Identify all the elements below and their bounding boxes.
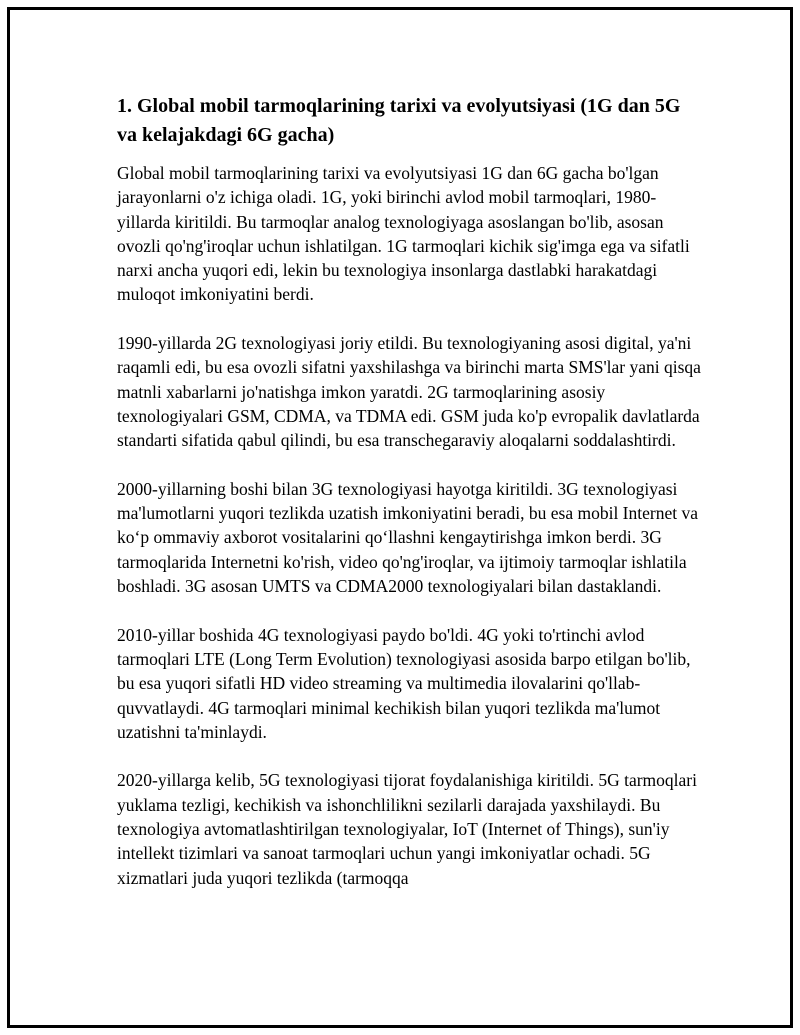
- document-body: [117, 92, 702, 914]
- document-page: [7, 7, 793, 1028]
- paragraph-3g: 2000-yillarning boshi bilan 3G texnologiyasi hayotga kiritildi. 3G texnologiyasi ma'lumotlarni yuqori tezlikda uzatish imkoniyatini beradi, bu esa mobil Internet va ko‘p ommaviy axborot vositalarini qo‘llashni kengaytirishga imkon berdi. 3G tarmoqlarida Internetni ko'rish, video qo'ng'iroqlar, va ijtimoiy tarmoqlar ishlatila boshladi. 3G asosan UMTS va CDMA2000 texnologiyalari bilan dastaklandi.: [117, 478, 698, 597]
- paragraph-1g: Global mobil tarmoqlarining tarixi va evolyutsiyasi 1G dan 6G gacha bo'lgan jarayonlarni o'z ichiga oladi. 1G, yoki birinchi avlod mobil tarmoqlari, 1980-yillarda kiritildi. Bu tarmoqlar analog texnologiyaga asoslangan bo'lib, asosan ovozli qo'ng'iroqlar uchun ishlatilgan. 1G tarmoqlari kichik sig'imga ega va sifatli narxi ancha yuqori edi, lekin bu texnologiya insonlarga dastlabki harakatdagi muloqot imkoniyatini berdi.: [117, 163, 690, 305]
- paragraph-4g: 2010-yillar boshida 4G texnologiyasi paydo bo'ldi. 4G yoki to'rtinchi avlod tarmoqlari LTE (Long Term Evolution) texnologiyasi asosida barpo etilgan bo'lib, bu esa yuqori sifatli HD video streaming va multimedia ilovalarini qo'llab-quvvatlaydi. 4G tarmoqlari minimal kechikish bilan yuqori tezlikda ma'lumot uzatishni ta'minlaydi.: [117, 624, 691, 742]
- paragraph-5g: 2020-yillarga kelib, 5G texnologiyasi tijorat foydalanishiga kiritildi. 5G tarmoqlari yuklama tezligi, kechikish va ishonchlilikni sezilarli darajada yaxshilaydi. Bu texnologiya avtomatlashtirilgan texnologiyalar, IoT (Internet of Things), sun'iy intellekt tizimlari va sanoat tarmoqlari uchun yangi imkoniyatlar ochadi. 5G xizmatlari juda yuqori tezlikda (tarmoqqa: [117, 770, 697, 888]
- paragraph-2g: 1990-yillarda 2G texnologiyasi joriy etildi. Bu texnologiyaning asosi digital, ya'ni raqamli edi, bu esa ovozli sifatni yaxshilashga va birinchi marta SMS'lar yani qisqa matnli xabarlarni jo'natishga imkon yaratdi. 2G tarmoqlarining asosiy texnologiyalari GSM, CDMA, va TDMA edi. GSM juda ko'p evropalik davlatlarda standarti sifatida qabul qilindi, bu esa transchegaraviy aloqalarni soddalashtirdi.: [117, 333, 701, 451]
- section-heading: 1. Global mobil tarmoqlarining tarixi va evolyutsiyasi (1G dan 5G va kelajakdagi 6G gacha): [117, 95, 681, 146]
